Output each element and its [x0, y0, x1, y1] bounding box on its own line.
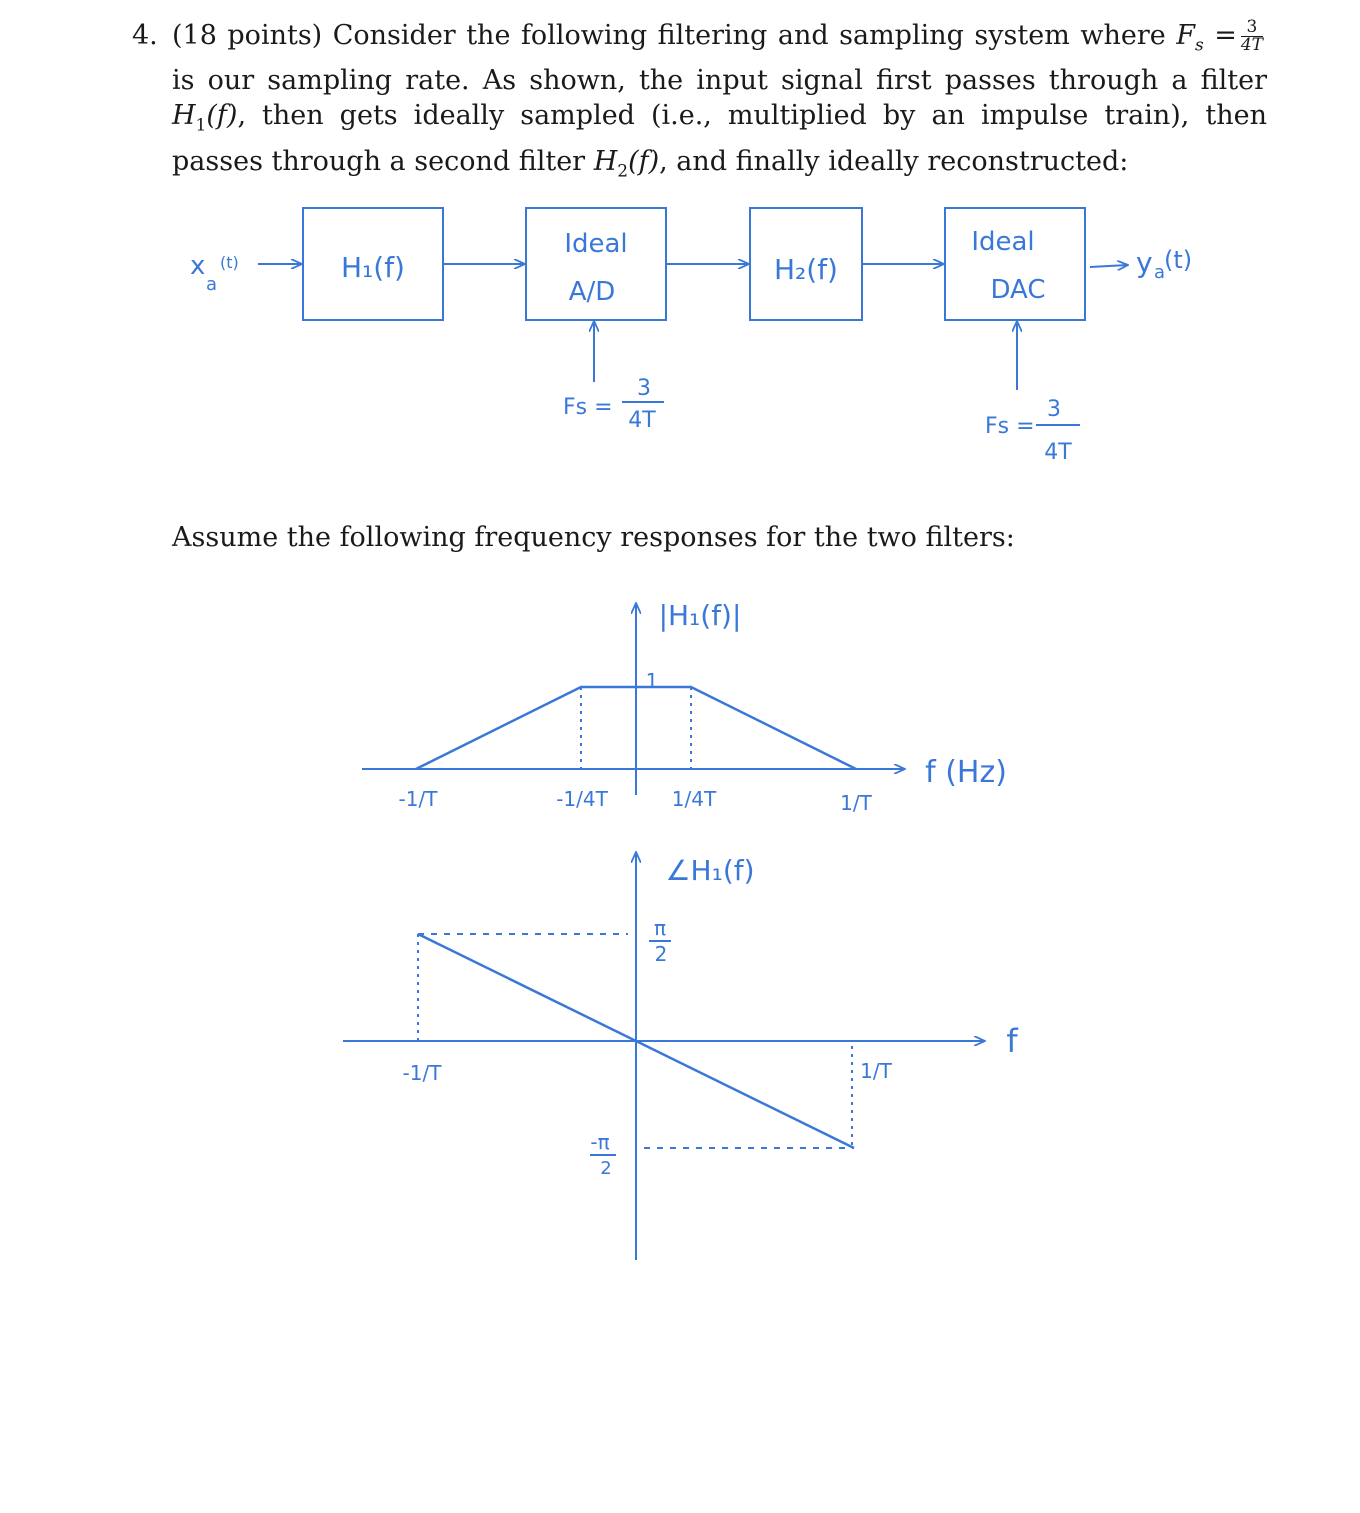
phase-top-den: 2 — [654, 942, 668, 966]
mag-tick-1-over-4t: 1/4T — [671, 787, 717, 811]
problem-intro: Consider the following filtering and sampling system where — [332, 20, 1166, 51]
problem-end: , and finally ideally reconstructed: — [659, 145, 1129, 177]
mag-tick-1-over-t: 1/T — [840, 791, 872, 815]
magnitude-plot — [362, 599, 1007, 815]
output-label: y — [1136, 246, 1153, 279]
output-label-arg: (t) — [1164, 246, 1193, 274]
phase-tick-neg-1-over-t: -1/T — [402, 1061, 442, 1085]
h1-name: H — [172, 100, 196, 132]
output-label-sub: a — [1154, 262, 1166, 283]
dac-block-label-2: DAC — [990, 275, 1046, 305]
h1-block-label: H₁(f) — [341, 251, 405, 284]
dac-block-label-1: Ideal — [971, 227, 1035, 257]
mag-peak-label: 1 — [645, 669, 659, 693]
ad-rate-num: 3 — [637, 376, 651, 401]
phase-top-num: π — [653, 916, 667, 940]
h1-arg: (f) — [206, 100, 238, 132]
h2-sub: 2 — [617, 161, 629, 182]
fs-symbol: F — [1176, 20, 1195, 51]
phase-tick-1-over-t: 1/T — [860, 1059, 892, 1083]
input-label-sub: a — [206, 274, 218, 295]
phase-x-axis-label: f — [1006, 1022, 1018, 1060]
fs-denominator: 4T — [1240, 35, 1263, 55]
h1-sub: 1 — [195, 115, 207, 136]
problem-mid: , then gets ideally sampled (i.e., multiplied by an impulse train), then passes through a second filter — [172, 100, 1267, 177]
mag-x-axis-label: f (Hz) — [925, 755, 1007, 790]
dac-rate-den: 4T — [1044, 440, 1072, 465]
ad-rate-den: 4T — [628, 408, 656, 433]
dac-rate-num: 3 — [1047, 397, 1061, 422]
fs-sub: s — [1194, 35, 1204, 56]
phase-title: ∠H₁(f) — [665, 854, 755, 887]
output-arrow — [1090, 265, 1128, 267]
fs-equals: = — [1214, 20, 1237, 51]
ad-block-label-2: A/D — [568, 277, 616, 307]
phase-plot — [343, 852, 1018, 1260]
problem-points: (18 points) — [172, 20, 323, 51]
h2-arg: (f) — [628, 145, 660, 177]
phase-bottom-den: 2 — [600, 1158, 612, 1179]
mag-tick-neg-1-over-4t: -1/4T — [556, 787, 608, 811]
input-label-arg: (t) — [220, 253, 239, 272]
fs-numerator: 3 — [1241, 19, 1263, 37]
problem-after-fs: is our sampling rate. As shown, the input signal first passes through a filter — [172, 65, 1267, 97]
problem-number: 4. — [132, 20, 158, 51]
h2-name: H — [593, 145, 618, 177]
input-label: x — [190, 251, 206, 281]
h2-block-label: H₂(f) — [774, 253, 838, 286]
mag-tick-neg-1-over-t: -1/T — [398, 787, 438, 811]
mag-title: |H₁(f)| — [658, 599, 742, 632]
ad-block-label-1: Ideal — [564, 229, 628, 259]
ad-rate-prefix: Fs = — [563, 395, 613, 420]
dac-rate-prefix: Fs = — [985, 414, 1035, 439]
assume-text: Assume the following frequency responses for the two filters: — [172, 522, 1015, 553]
phase-bottom-num: -π — [590, 1130, 610, 1154]
